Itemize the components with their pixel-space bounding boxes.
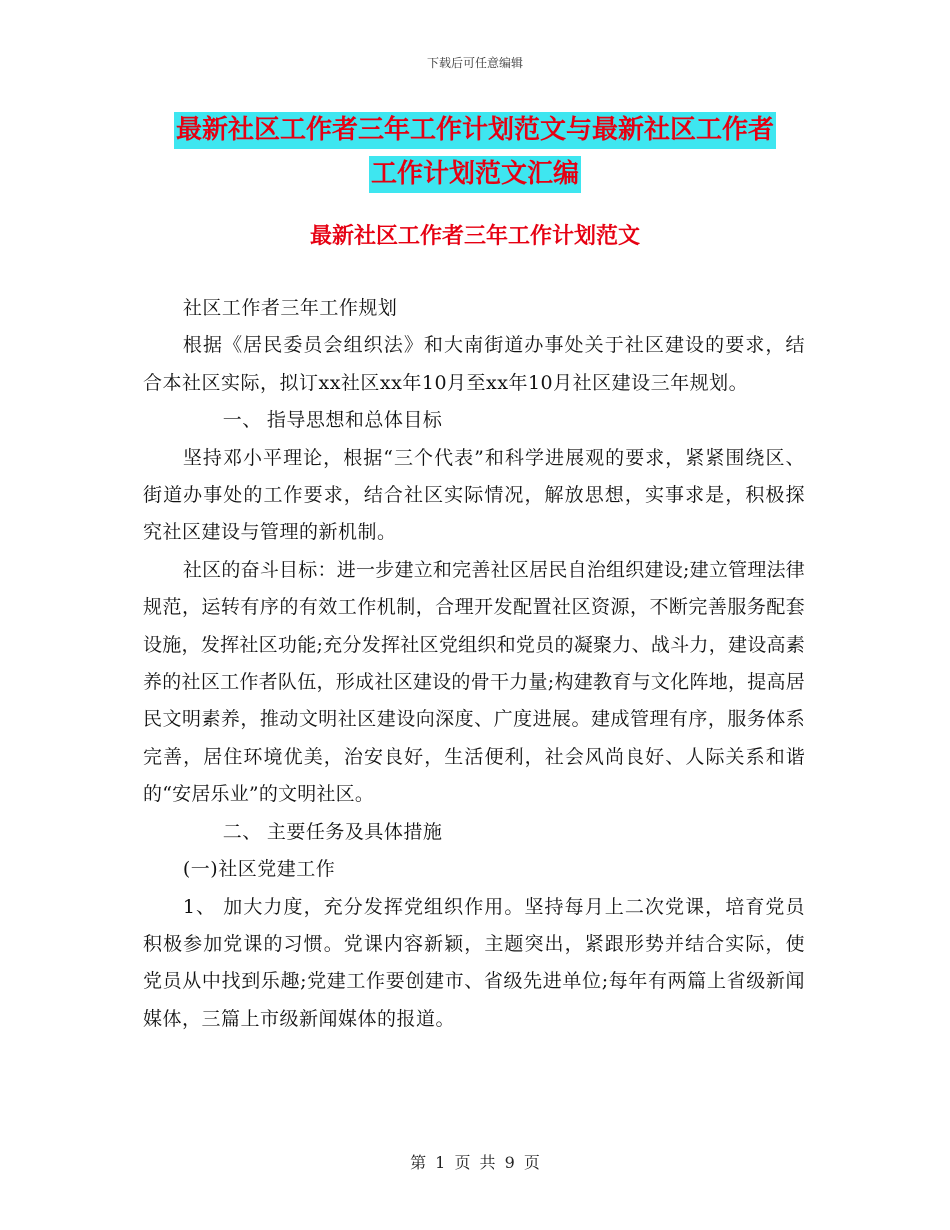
paragraph-party-work: 1、 加大力度，充分发挥党组织作用。坚持每月上二次党课，培育党员积极参加党课的习惯。党课内容新颖，主题突出，紧跟形势并结合实际，使党员从中找到乐趣;党建工作要创建市、省级先进单位;每年有两篇上省级新闻媒体，三篇上市级新闻媒体的报道。 xyxy=(143,895,805,1030)
section-subtitle: 最新社区工作者三年工作计划范文 xyxy=(309,224,640,249)
paragraph-goals: 社区的奋斗目标：进一步建立和完善社区居民自治组织建设;建立管理法律规范，运转有序的有效工作机制，合理开发配置社区资源，不断完善服务配套设施，发挥社区功能;充分发挥社区党组织和党员的凝聚力、战斗力，建设高素养的社区工作者队伍，形成社区建设的骨干力量;构建教育与文化阵地，提高居民文明素养，推动文明社区建设向深度、广度进展。建成管理有序，服务体系完善，居住环境优美，治安良好，生活便利，社会风尚良好、人际关系和谐的“安居乐业”的文明社区。 xyxy=(143,558,805,806)
title-highlight-2: 工作计划范文汇编 xyxy=(369,156,581,193)
section-heading-1 xyxy=(143,402,805,439)
section-title-1: 指导思想和总体目标 xyxy=(266,409,443,432)
subsection-heading-party: (一)社区党建工作 xyxy=(182,858,336,881)
document-title-line-1 xyxy=(0,114,950,146)
paragraph-plan-title: 社区工作者三年工作规划 xyxy=(182,297,398,319)
paragraph-intro: 根据《居民委员会组织法》和大南街道办事处关于社区建设的要求，结合本社区实际，拟订xx社区xx年10月至xx年10月社区建设三年规划。 xyxy=(143,334,805,394)
page-footer: 第 1 页 共 9 页 xyxy=(410,1153,540,1172)
title-highlight-1: 最新社区工作者三年工作计划范文与最新社区工作者 xyxy=(174,112,776,149)
section-number-2: 二、 xyxy=(222,820,262,843)
header-note: 下载后可任意编辑 xyxy=(426,56,523,70)
document-title-line-2 xyxy=(0,158,950,190)
section-heading-2 xyxy=(143,814,805,851)
paragraph-guiding-thought: 坚持邓小平理论，根据“三个代表”和科学进展观的要求，紧紧围绕区、街道办事处的工作要求，结合社区实际情况，解放思想，实事求是，积极探究社区建设与管理的新机制。 xyxy=(143,446,805,544)
section-title-2: 主要任务及具体措施 xyxy=(266,820,443,843)
section-number-1: 一、 xyxy=(222,409,262,432)
document-body xyxy=(143,290,805,1038)
